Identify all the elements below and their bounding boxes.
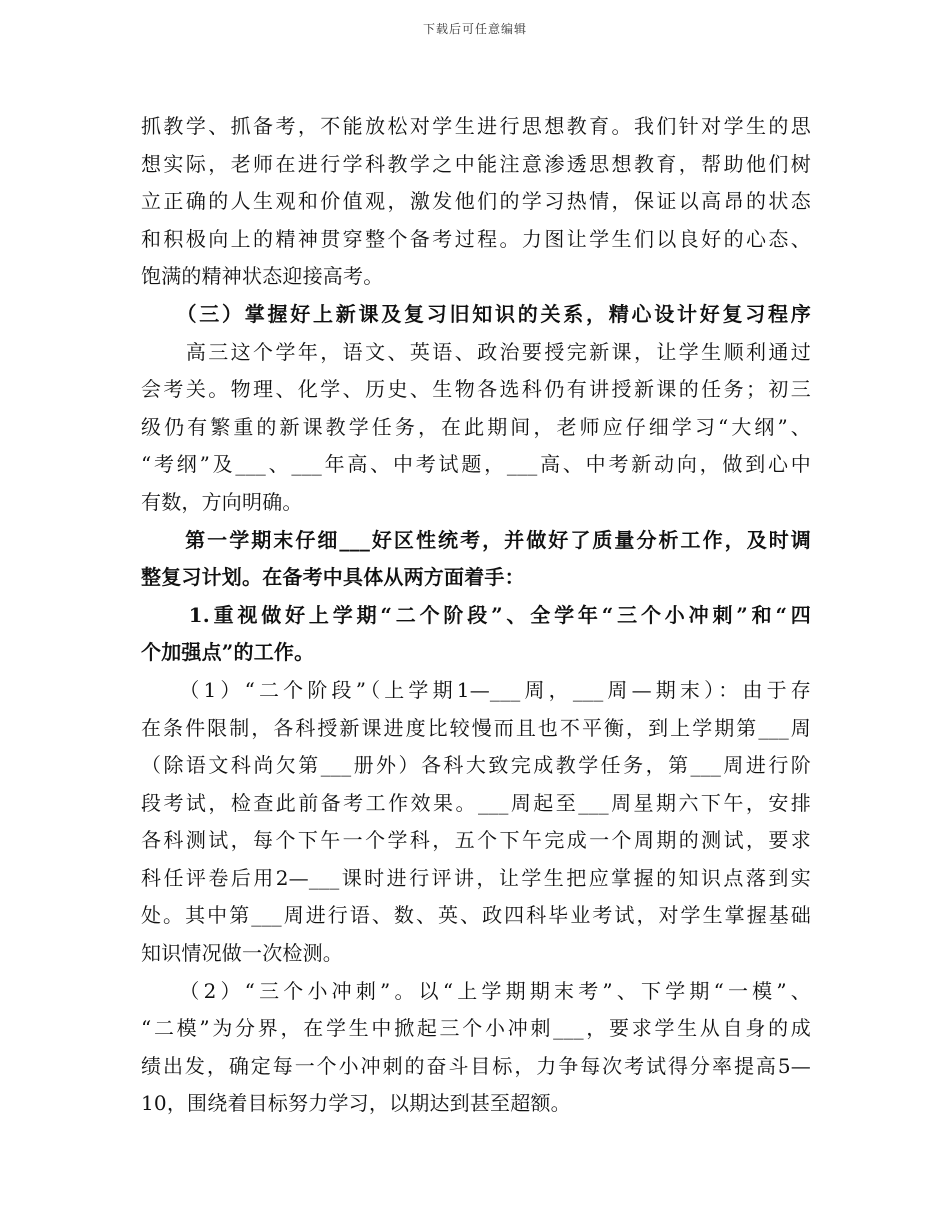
text-line: 有数，方向明确。 bbox=[141, 489, 303, 514]
text-line: 10，围绕着目标努力学习，以期达到甚至超额。 bbox=[141, 1091, 571, 1116]
text-line: 想实际，老师在进行学科教学之中能注意渗透思想教育，帮助他们树 bbox=[141, 151, 811, 176]
text-line: 级仍有繁重的新课教学任务，在此期间，老师应仔细学习“大纲”、 bbox=[141, 414, 811, 439]
header-note: 下载后可任意编辑 bbox=[422, 22, 527, 36]
text-line: 科任评卷后用2—___课时进行评讲，让学生把应掌握的知识点落到实 bbox=[141, 865, 811, 890]
text-line: 知识情况做一次检测。 bbox=[141, 941, 343, 966]
text-line: （除语文科尚欠第___册外）各科大致完成教学任务，第___周进行阶 bbox=[141, 753, 811, 778]
text-line: 高三这个学年，语文、英语、政治要授完新课，让学生顺利通过 bbox=[141, 339, 811, 364]
text-line: 段考试，检查此前备考工作效果。___周起至___周星期六下午，安排 bbox=[141, 790, 811, 815]
text-line: “考纲”及___、___年高、中考试题，___高、中考新动向，做到心中 bbox=[141, 452, 811, 477]
text-line: 饱满的精神状态迎接高考。 bbox=[141, 264, 384, 289]
text-line: 1.重视做好上学期“二个阶段”、全学年“三个小冲刺”和“四 bbox=[141, 602, 811, 627]
text-line: （1）“二个阶段”（上学期1—___周，___周—期末）：由于存 bbox=[141, 677, 811, 702]
text-line: “二模”为分界，在学生中掀起三个小冲刺___，要求学生从自身的成 bbox=[141, 1016, 811, 1041]
text-line: 个加强点”的工作。 bbox=[141, 640, 315, 665]
text-line: 整复习计划。在备考中具体从两方面着手： bbox=[141, 565, 525, 590]
text-line: 和积极向上的精神贯穿整个备考过程。力图让学生们以良好的心态、 bbox=[141, 226, 811, 251]
text-line: （2）“三个小冲刺”。以“上学期期末考”、下学期“一模”、 bbox=[141, 978, 811, 1003]
text-line: 在条件限制，各科授新课进度比较慢而且也不平衡，到上学期第___周 bbox=[141, 715, 811, 740]
text-line: 会考关。物理、化学、历史、生物各选科仍有讲授新课的任务；初三 bbox=[141, 377, 811, 402]
text-line: 立正确的人生观和价值观，激发他们的学习热情，保证以高昂的状态 bbox=[141, 189, 811, 214]
text-line: （三）掌握好上新课及复习旧知识的关系，精心设计好复习程序 bbox=[141, 301, 811, 326]
text-line: 第一学期末仔细___好区性统考，并做好了质量分析工作，及时调 bbox=[141, 527, 811, 552]
text-line: 绩出发，确定每一个小冲刺的奋斗目标，力争每次考试得分率提高5— bbox=[141, 1053, 811, 1078]
text-line: 各科测试，每个下午一个学科，五个下午完成一个周期的测试，要求 bbox=[141, 828, 811, 853]
text-line: 处。其中第___周进行语、数、英、政四科毕业考试，对学生掌握基础 bbox=[141, 903, 811, 928]
body-text bbox=[141, 108, 811, 1123]
text-line: 抓教学、抓备考，不能放松对学生进行思想教育。我们针对学生的思 bbox=[141, 114, 811, 138]
